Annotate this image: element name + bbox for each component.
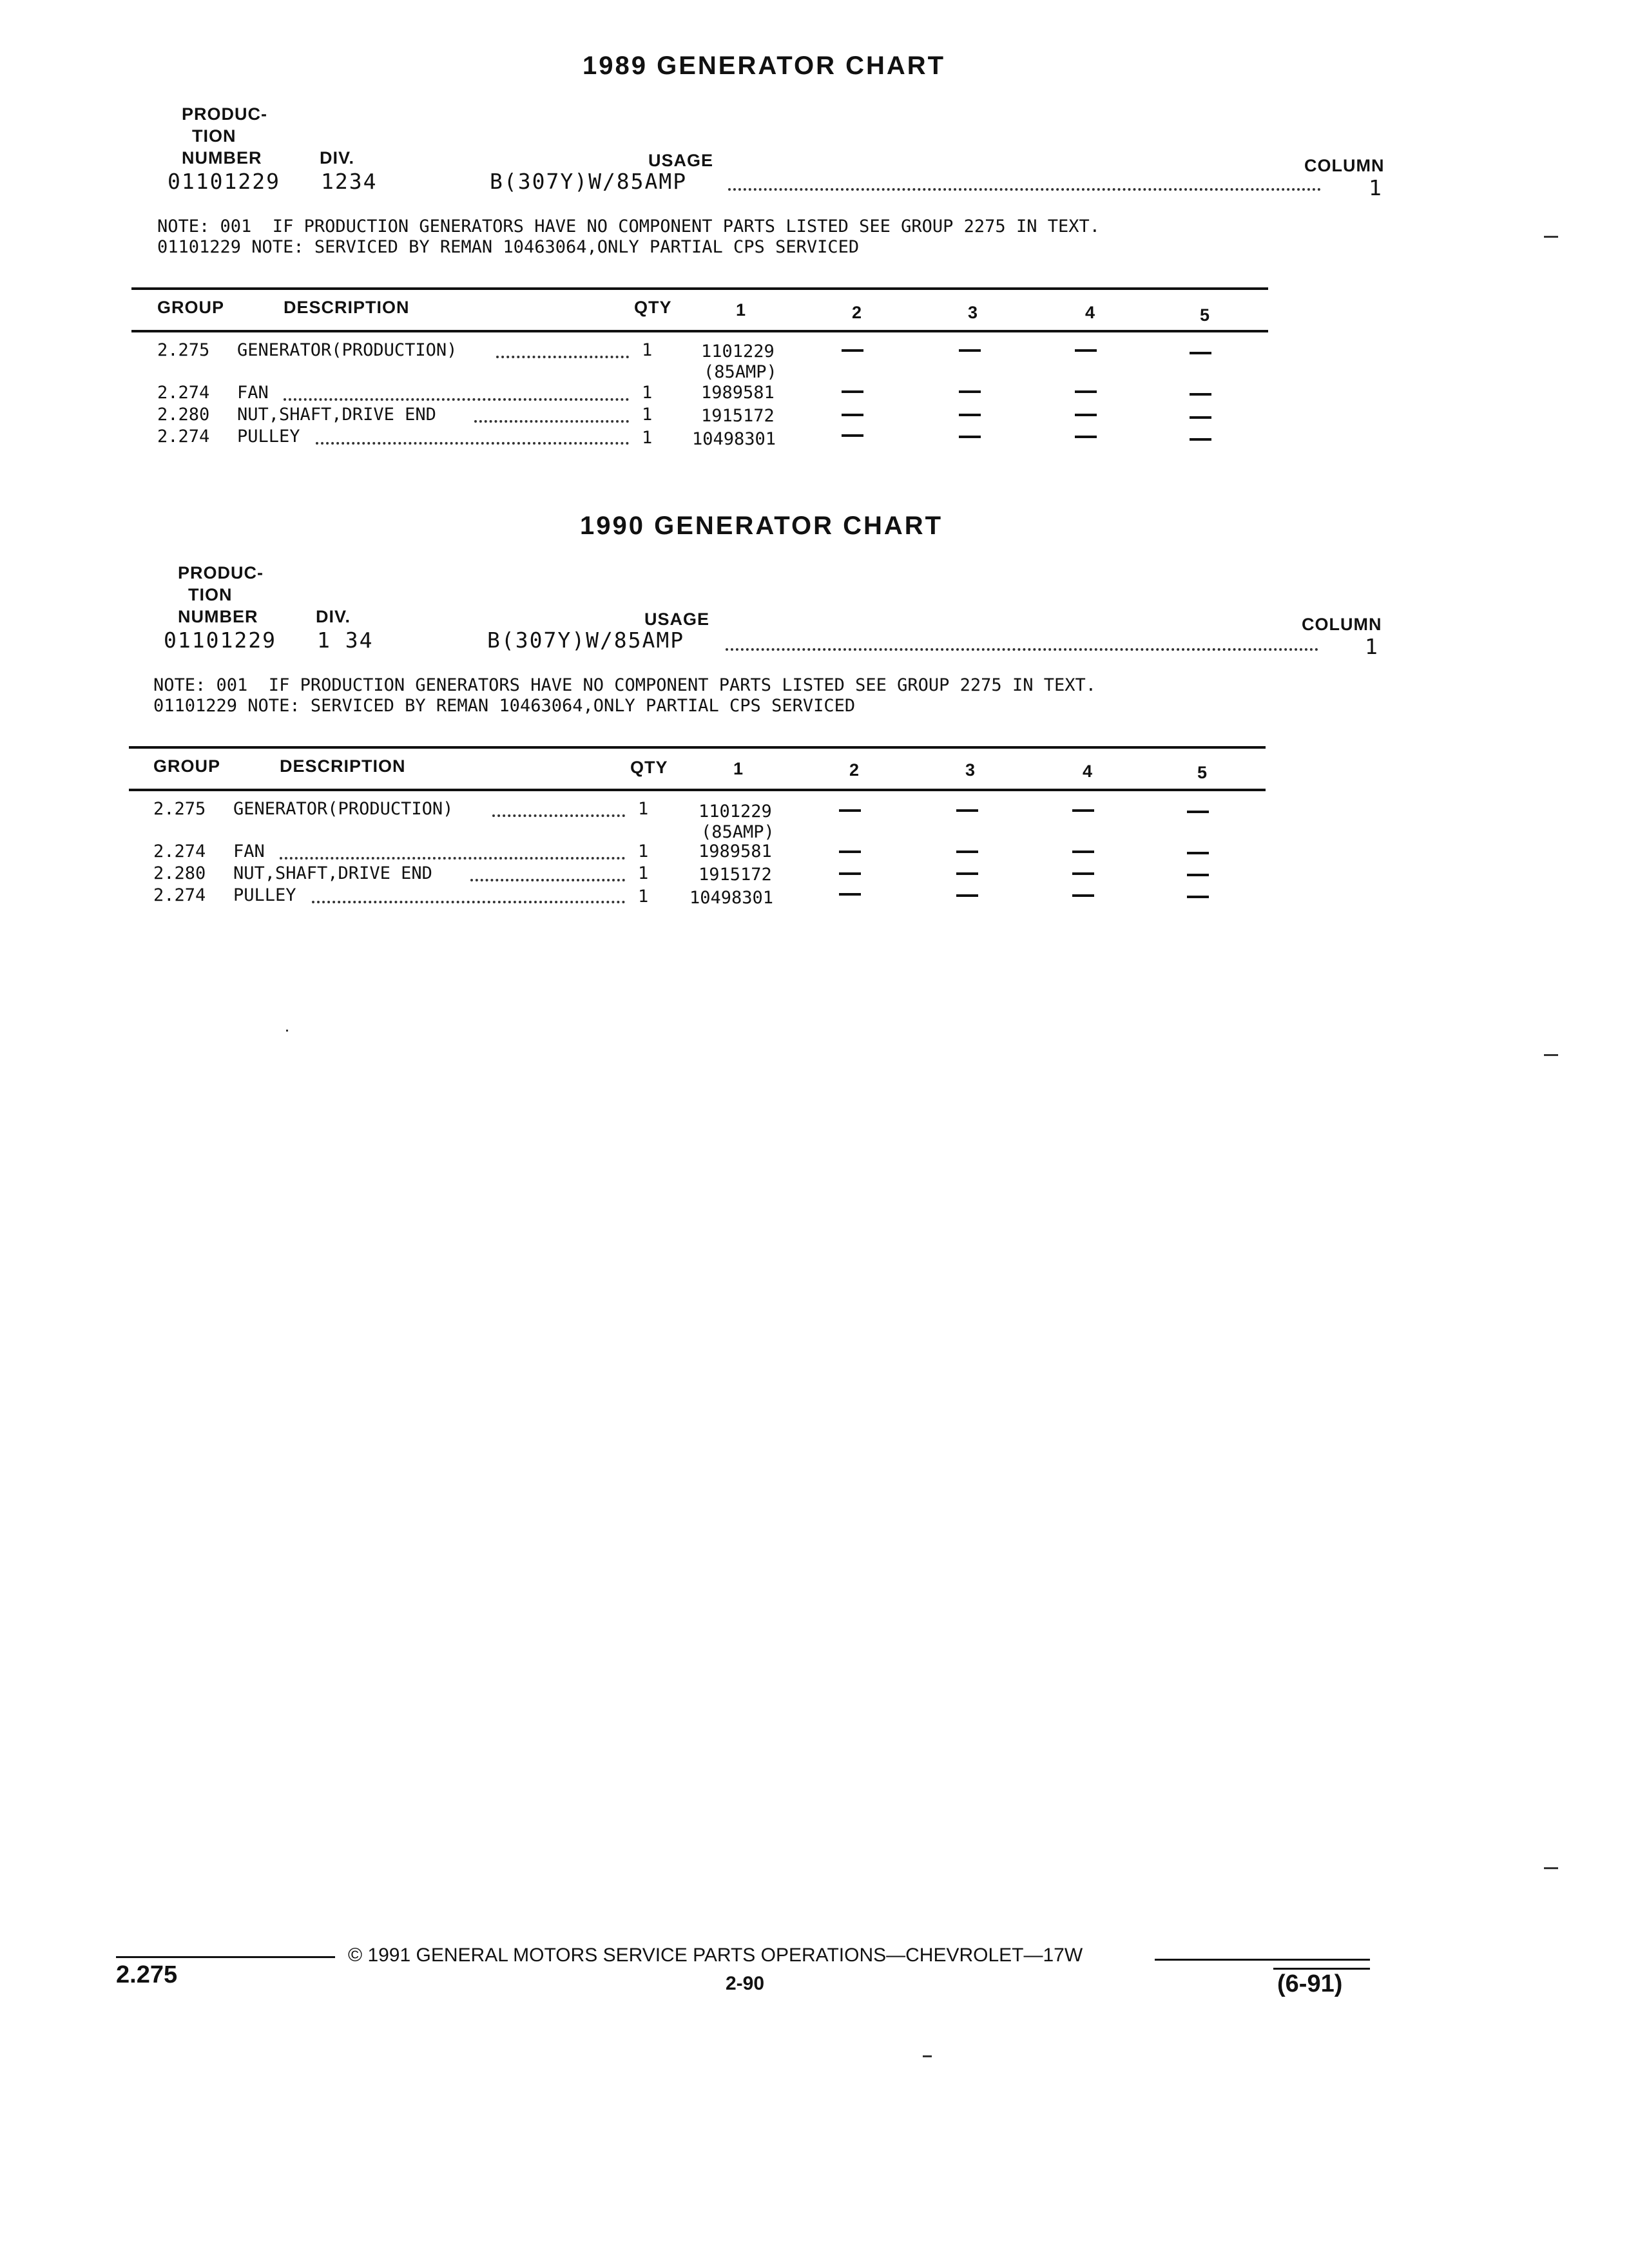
row-qty: 1 (642, 428, 653, 448)
div-value: 1 34 (317, 628, 374, 653)
col-header-group: GROUP (153, 756, 221, 776)
column-label: COLUMN (1304, 156, 1385, 175)
footer-date: (6-91) (1277, 1970, 1343, 1997)
col-header-qty: QTY (634, 298, 672, 317)
row-qty: 1 (642, 340, 653, 360)
empty-dash (1187, 896, 1209, 898)
footer-rule-right (1155, 1959, 1370, 1961)
empty-dash (1190, 416, 1211, 419)
chart-title: 1989 GENERATOR CHART (583, 52, 946, 80)
col-header-5: 5 (1200, 305, 1211, 325)
row-description: NUT,SHAFT,DRIVE END (237, 405, 436, 425)
empty-dash (1187, 852, 1209, 854)
usage-value: B(307Y)W/85AMP (487, 628, 685, 653)
col-header-4: 4 (1083, 762, 1094, 781)
production-label-line1: PRODUC- (178, 563, 264, 582)
row-description: PULLEY (233, 885, 296, 905)
dot-leader (280, 857, 625, 860)
scan-mark (1544, 1867, 1558, 1869)
usage-label: USAGE (648, 151, 714, 170)
col-header-description: DESCRIPTION (280, 756, 406, 776)
empty-dash (1072, 850, 1094, 853)
production-number: 01101229 (168, 169, 280, 194)
usage-value: B(307Y)W/85AMP (490, 169, 688, 194)
col-header-3: 3 (965, 760, 976, 780)
empty-dash (1072, 894, 1094, 897)
col-header-qty: QTY (630, 758, 668, 777)
dot-leader (470, 879, 625, 881)
note-line: NOTE: 001 IF PRODUCTION GENERATORS HAVE NO COMPONENT PARTS LISTED SEE GROUP 2275 IN TEXT. (157, 216, 1100, 236)
empty-dash (1075, 436, 1097, 438)
footer-copyright: © 1991 GENERAL MOTORS SERVICE PARTS OPERATIONS—CHEVROLET—17W (348, 1945, 1083, 1966)
scan-mark (1544, 236, 1558, 238)
production-label-line1: PRODUC- (182, 104, 267, 124)
row-description: GENERATOR(PRODUCTION) (237, 340, 458, 360)
empty-dash (1075, 390, 1097, 393)
footer-rule-left (116, 1956, 335, 1958)
col-header-3: 3 (968, 303, 979, 322)
row-qty: 1 (638, 887, 649, 907)
empty-dash (956, 872, 978, 875)
production-label-line2: TION (192, 126, 236, 146)
empty-dash (1190, 393, 1211, 396)
row-group: 2.274 (153, 841, 206, 861)
row-description: GENERATOR(PRODUCTION) (233, 799, 454, 819)
col-header-group: GROUP (157, 298, 225, 317)
row-col1: 1101229 (699, 802, 772, 822)
empty-dash (839, 809, 861, 812)
empty-dash (1075, 414, 1097, 416)
col-header-5: 5 (1197, 763, 1208, 782)
row-col1: 10498301 (689, 888, 774, 908)
empty-dash (842, 390, 863, 393)
dot-leader (284, 398, 629, 401)
scan-mark (286, 1030, 288, 1032)
empty-dash (842, 349, 863, 352)
empty-dash (1187, 874, 1209, 876)
empty-dash (959, 390, 981, 393)
chart-title: 1990 GENERATOR CHART (580, 512, 943, 540)
scan-mark (1544, 1054, 1558, 1056)
row-group: 2.274 (157, 427, 210, 447)
col-header-2: 2 (852, 303, 863, 322)
footer-rule-date (1273, 1968, 1370, 1970)
empty-dash (1075, 349, 1097, 352)
row-description: FAN (233, 841, 265, 861)
empty-dash (839, 893, 861, 896)
column-value: 1 (1365, 634, 1379, 659)
row-col1-sub: (85AMP) (701, 822, 775, 842)
empty-dash (1072, 872, 1094, 875)
row-group: 2.274 (153, 885, 206, 905)
col-header-4: 4 (1085, 303, 1096, 322)
row-description: FAN (237, 383, 269, 403)
col-header-description: DESCRIPTION (284, 298, 410, 317)
empty-dash (956, 894, 978, 897)
dot-leader (316, 442, 629, 445)
table-header-rule (129, 789, 1266, 791)
row-qty: 1 (638, 841, 649, 861)
note-line: NOTE: 001 IF PRODUCTION GENERATORS HAVE NO COMPONENT PARTS LISTED SEE GROUP 2275 IN TEXT. (153, 675, 1096, 695)
dot-leader (726, 648, 1318, 651)
footer-section: 2.275 (116, 1961, 178, 1988)
dot-leader (728, 188, 1321, 191)
column-value: 1 (1369, 175, 1383, 200)
dot-leader (492, 814, 625, 817)
row-col1: 1101229 (701, 341, 775, 361)
row-description: NUT,SHAFT,DRIVE END (233, 863, 432, 883)
dot-leader (474, 420, 629, 423)
usage-label: USAGE (644, 610, 710, 629)
scan-mark (923, 2055, 932, 2057)
table-top-rule (129, 746, 1266, 749)
empty-dash (842, 414, 863, 416)
col-header-2: 2 (849, 760, 860, 780)
number-label: NUMBER (182, 148, 262, 168)
table-top-rule (131, 287, 1268, 290)
empty-dash (1190, 352, 1211, 354)
row-col1: 1915172 (699, 865, 772, 885)
dot-leader (496, 356, 629, 358)
empty-dash (956, 809, 978, 812)
empty-dash (1072, 809, 1094, 812)
row-group: 2.275 (153, 799, 206, 819)
number-label: NUMBER (178, 607, 258, 626)
empty-dash (959, 349, 981, 352)
empty-dash (959, 436, 981, 438)
col-header-1: 1 (733, 759, 744, 778)
row-qty: 1 (638, 863, 649, 883)
div-value: 1234 (321, 169, 378, 194)
row-qty: 1 (642, 405, 653, 425)
col-header-1: 1 (736, 300, 747, 320)
empty-dash (839, 872, 861, 875)
div-label: DIV. (320, 148, 355, 168)
empty-dash (839, 850, 861, 853)
production-label-line2: TION (188, 585, 233, 604)
row-col1: 1989581 (699, 841, 772, 861)
empty-dash (959, 414, 981, 416)
footer-page-number: 2-90 (726, 1973, 765, 1994)
row-col1: 10498301 (692, 429, 776, 449)
empty-dash (956, 850, 978, 853)
column-label: COLUMN (1302, 615, 1382, 634)
row-group: 2.280 (153, 863, 206, 883)
div-label: DIV. (316, 607, 351, 626)
row-group: 2.275 (157, 340, 210, 360)
empty-dash (1190, 438, 1211, 441)
dot-leader (312, 901, 625, 903)
empty-dash (842, 434, 863, 437)
row-group: 2.280 (157, 405, 210, 425)
row-group: 2.274 (157, 383, 210, 403)
empty-dash (1187, 811, 1209, 813)
note-line: 01101229 NOTE: SERVICED BY REMAN 10463064,ONLY PARTIAL CPS SERVICED (153, 696, 856, 716)
table-header-rule (131, 330, 1268, 332)
row-col1: 1915172 (701, 406, 775, 426)
note-line: 01101229 NOTE: SERVICED BY REMAN 10463064,ONLY PARTIAL CPS SERVICED (157, 237, 860, 257)
row-qty: 1 (638, 799, 649, 819)
row-col1: 1989581 (701, 383, 775, 403)
row-qty: 1 (642, 383, 653, 403)
production-number: 01101229 (164, 628, 276, 653)
row-description: PULLEY (237, 427, 300, 447)
row-col1-sub: (85AMP) (704, 362, 777, 382)
